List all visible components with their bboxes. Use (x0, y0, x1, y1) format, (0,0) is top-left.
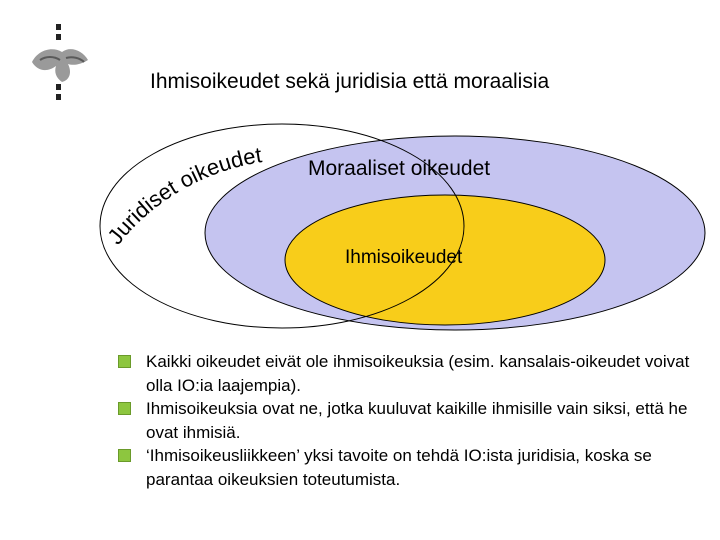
legal-rights-label: Juridiset oikeudet (102, 142, 264, 250)
human-rights-label: Ihmisoikeudet (345, 247, 463, 268)
slide-title: Ihmisoikeudet sekä juridisia että moraalisia (150, 70, 550, 93)
bullet-text: ‘Ihmisoikeusliikkeen’ yksi tavoite on tehdä IO:ista juridisia, koska se parantaa oikeuksien toteutumista. (146, 446, 652, 489)
bullet-item (118, 350, 698, 397)
bullet-list (118, 350, 698, 491)
moral-rights-label: Moraaliset oikeudet (308, 157, 491, 180)
square-bullet-icon (118, 449, 131, 462)
bullet-item (118, 397, 698, 444)
bullet-text: Ihmisoikeuksia ovat ne, jotka kuuluvat kaikille ihmisille vain siksi, että he ovat ihmisiä. (146, 399, 688, 442)
square-bullet-icon (118, 355, 131, 368)
bullet-text: Kaikki oikeudet eivät ole ihmisoikeuksia (esim. kansalais-oikeudet voivat olla IO:ia laajempia). (146, 352, 690, 395)
square-bullet-icon (118, 402, 131, 415)
bullet-item (118, 444, 698, 491)
